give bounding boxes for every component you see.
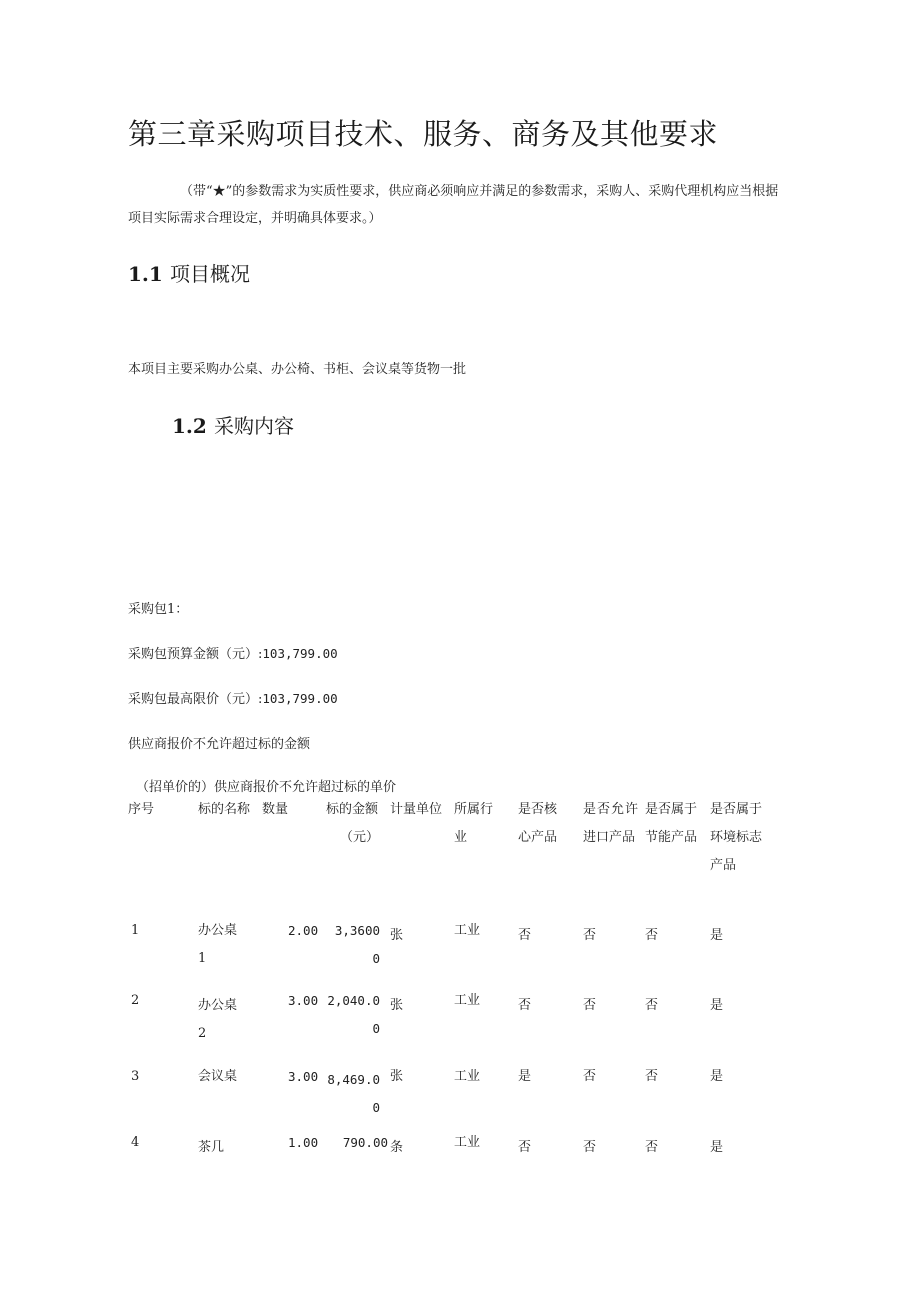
header-amount — [326, 796, 379, 852]
cell-name-line1: 办公桌 — [198, 923, 238, 938]
cell-import: 否 — [583, 1069, 597, 1084]
requirement-note — [128, 178, 788, 232]
cell-name-line2: 2 — [198, 1026, 207, 1041]
header-unit: 计量单位 — [390, 802, 443, 817]
cell-unit: 张 — [390, 998, 404, 1013]
header-industry — [454, 796, 493, 852]
cell-amount-line2: 0 — [372, 951, 380, 966]
header-env-line3: 产品 — [710, 858, 737, 873]
unit-price-note: （招单价的）供应商报价不允许超过标的单价 — [136, 780, 397, 795]
header-seq: 序号 — [128, 802, 155, 817]
cell-name-line2: 1 — [198, 951, 207, 966]
cell-energy: 否 — [645, 1069, 659, 1084]
header-amount-line1: 标的金额 — [326, 802, 379, 817]
overview-text: 本项目主要采购办公桌、办公椅、书柜、会议桌等货物一批 — [128, 362, 467, 377]
cell-industry: 工业 — [454, 993, 481, 1008]
header-import-line1: 是否允许 — [583, 802, 640, 817]
cell-seq: 4 — [131, 1135, 140, 1150]
cell-env: 是 — [710, 928, 724, 943]
section-heading-content — [172, 410, 294, 439]
price-note: 供应商报价不允许超过标的金额 — [128, 737, 311, 752]
max-price-label: 采购包最高限价（元）: — [128, 692, 263, 707]
header-import-line2: 进口产品 — [583, 830, 636, 845]
cell-name — [198, 917, 237, 973]
header-energy-line2: 节能产品 — [645, 830, 698, 845]
package-max-price — [128, 688, 338, 707]
cell-name-line1: 办公桌 — [198, 998, 238, 1013]
header-industry-line2: 业 — [454, 830, 468, 845]
cell-qty: 2.00 — [288, 923, 319, 938]
max-price-value: 103,799.00 — [262, 691, 338, 706]
header-industry-line1: 所属行 — [454, 802, 494, 817]
section-number: 1.1 — [128, 262, 163, 286]
cell-industry: 工业 — [454, 1135, 481, 1150]
cell-env: 是 — [710, 998, 724, 1013]
header-env-line2: 环境标志 — [710, 830, 763, 845]
cell-amount-line1: 8,469.0 — [327, 1072, 380, 1087]
package-budget — [128, 643, 338, 662]
header-core — [518, 796, 557, 852]
cell-industry: 工业 — [454, 923, 481, 938]
note-text: （带“★”的参数需求为实质性要求，供应商必须响应并满足的参数需求，采购人、采购代理机构应当根据项目实际需求合理设定，并明确具体要求。） — [128, 184, 779, 226]
cell-seq: 2 — [131, 993, 140, 1008]
header-env-line1: 是否属于 — [710, 802, 763, 817]
cell-import: 否 — [583, 998, 597, 1013]
cell-unit: 张 — [390, 928, 404, 943]
budget-value: 103,799.00 — [262, 646, 338, 661]
cell-qty: 1.00 — [288, 1135, 319, 1150]
cell-env: 是 — [710, 1069, 724, 1084]
cell-qty: 3.00 — [288, 1069, 319, 1084]
header-name: 标的名称 — [198, 802, 251, 817]
cell-core: 否 — [518, 998, 532, 1013]
section-number: 1.2 — [172, 414, 207, 438]
cell-unit: 条 — [390, 1140, 404, 1155]
cell-seq: 1 — [131, 923, 140, 938]
cell-name-line1: 茶几 — [198, 1140, 225, 1155]
cell-industry: 工业 — [454, 1069, 481, 1084]
header-import — [583, 796, 639, 852]
cell-seq: 3 — [131, 1069, 140, 1084]
cell-amount-line2: 0 — [372, 1021, 380, 1036]
cell-core: 否 — [518, 928, 532, 943]
cell-name — [198, 992, 237, 1048]
cell-amount — [318, 1129, 388, 1157]
package-name: 采购包1： — [128, 602, 189, 617]
cell-energy: 否 — [645, 998, 659, 1013]
section-title: 项目概况 — [170, 262, 250, 286]
section-title: 采购内容 — [214, 414, 294, 438]
header-core-line1: 是否核 — [518, 802, 558, 817]
cell-amount — [318, 987, 380, 1043]
cell-amount — [318, 917, 380, 973]
cell-import: 否 — [583, 928, 597, 943]
header-qty: 数量 — [262, 802, 289, 817]
cell-env: 是 — [710, 1140, 724, 1155]
cell-qty: 3.00 — [288, 993, 319, 1008]
chapter-title: 第三章采购项目技术、服务、商务及其他要求 — [128, 117, 719, 151]
cell-amount-line2: 0 — [372, 1100, 380, 1115]
section-heading-overview — [128, 258, 250, 287]
header-core-line2: 心产品 — [518, 830, 558, 845]
cell-import: 否 — [583, 1140, 597, 1155]
cell-core: 是 — [518, 1069, 532, 1084]
cell-amount-line1: 3,3600 — [334, 923, 380, 938]
cell-name-line1: 会议桌 — [198, 1069, 238, 1084]
cell-amount-line1: 790.00 — [342, 1135, 388, 1150]
header-energy-line1: 是否属于 — [645, 802, 698, 817]
header-energy — [645, 796, 697, 852]
cell-energy: 否 — [645, 928, 659, 943]
cell-amount-line1: 2,040.0 — [327, 993, 380, 1008]
cell-name — [198, 1063, 237, 1091]
cell-amount — [318, 1066, 380, 1122]
cell-name — [198, 1134, 224, 1162]
header-env — [710, 796, 762, 880]
cell-unit: 张 — [390, 1069, 404, 1084]
budget-label: 采购包预算金额（元）: — [128, 647, 263, 662]
cell-core: 否 — [518, 1140, 532, 1155]
header-amount-line2: （元） — [340, 830, 380, 845]
cell-energy: 否 — [645, 1140, 659, 1155]
